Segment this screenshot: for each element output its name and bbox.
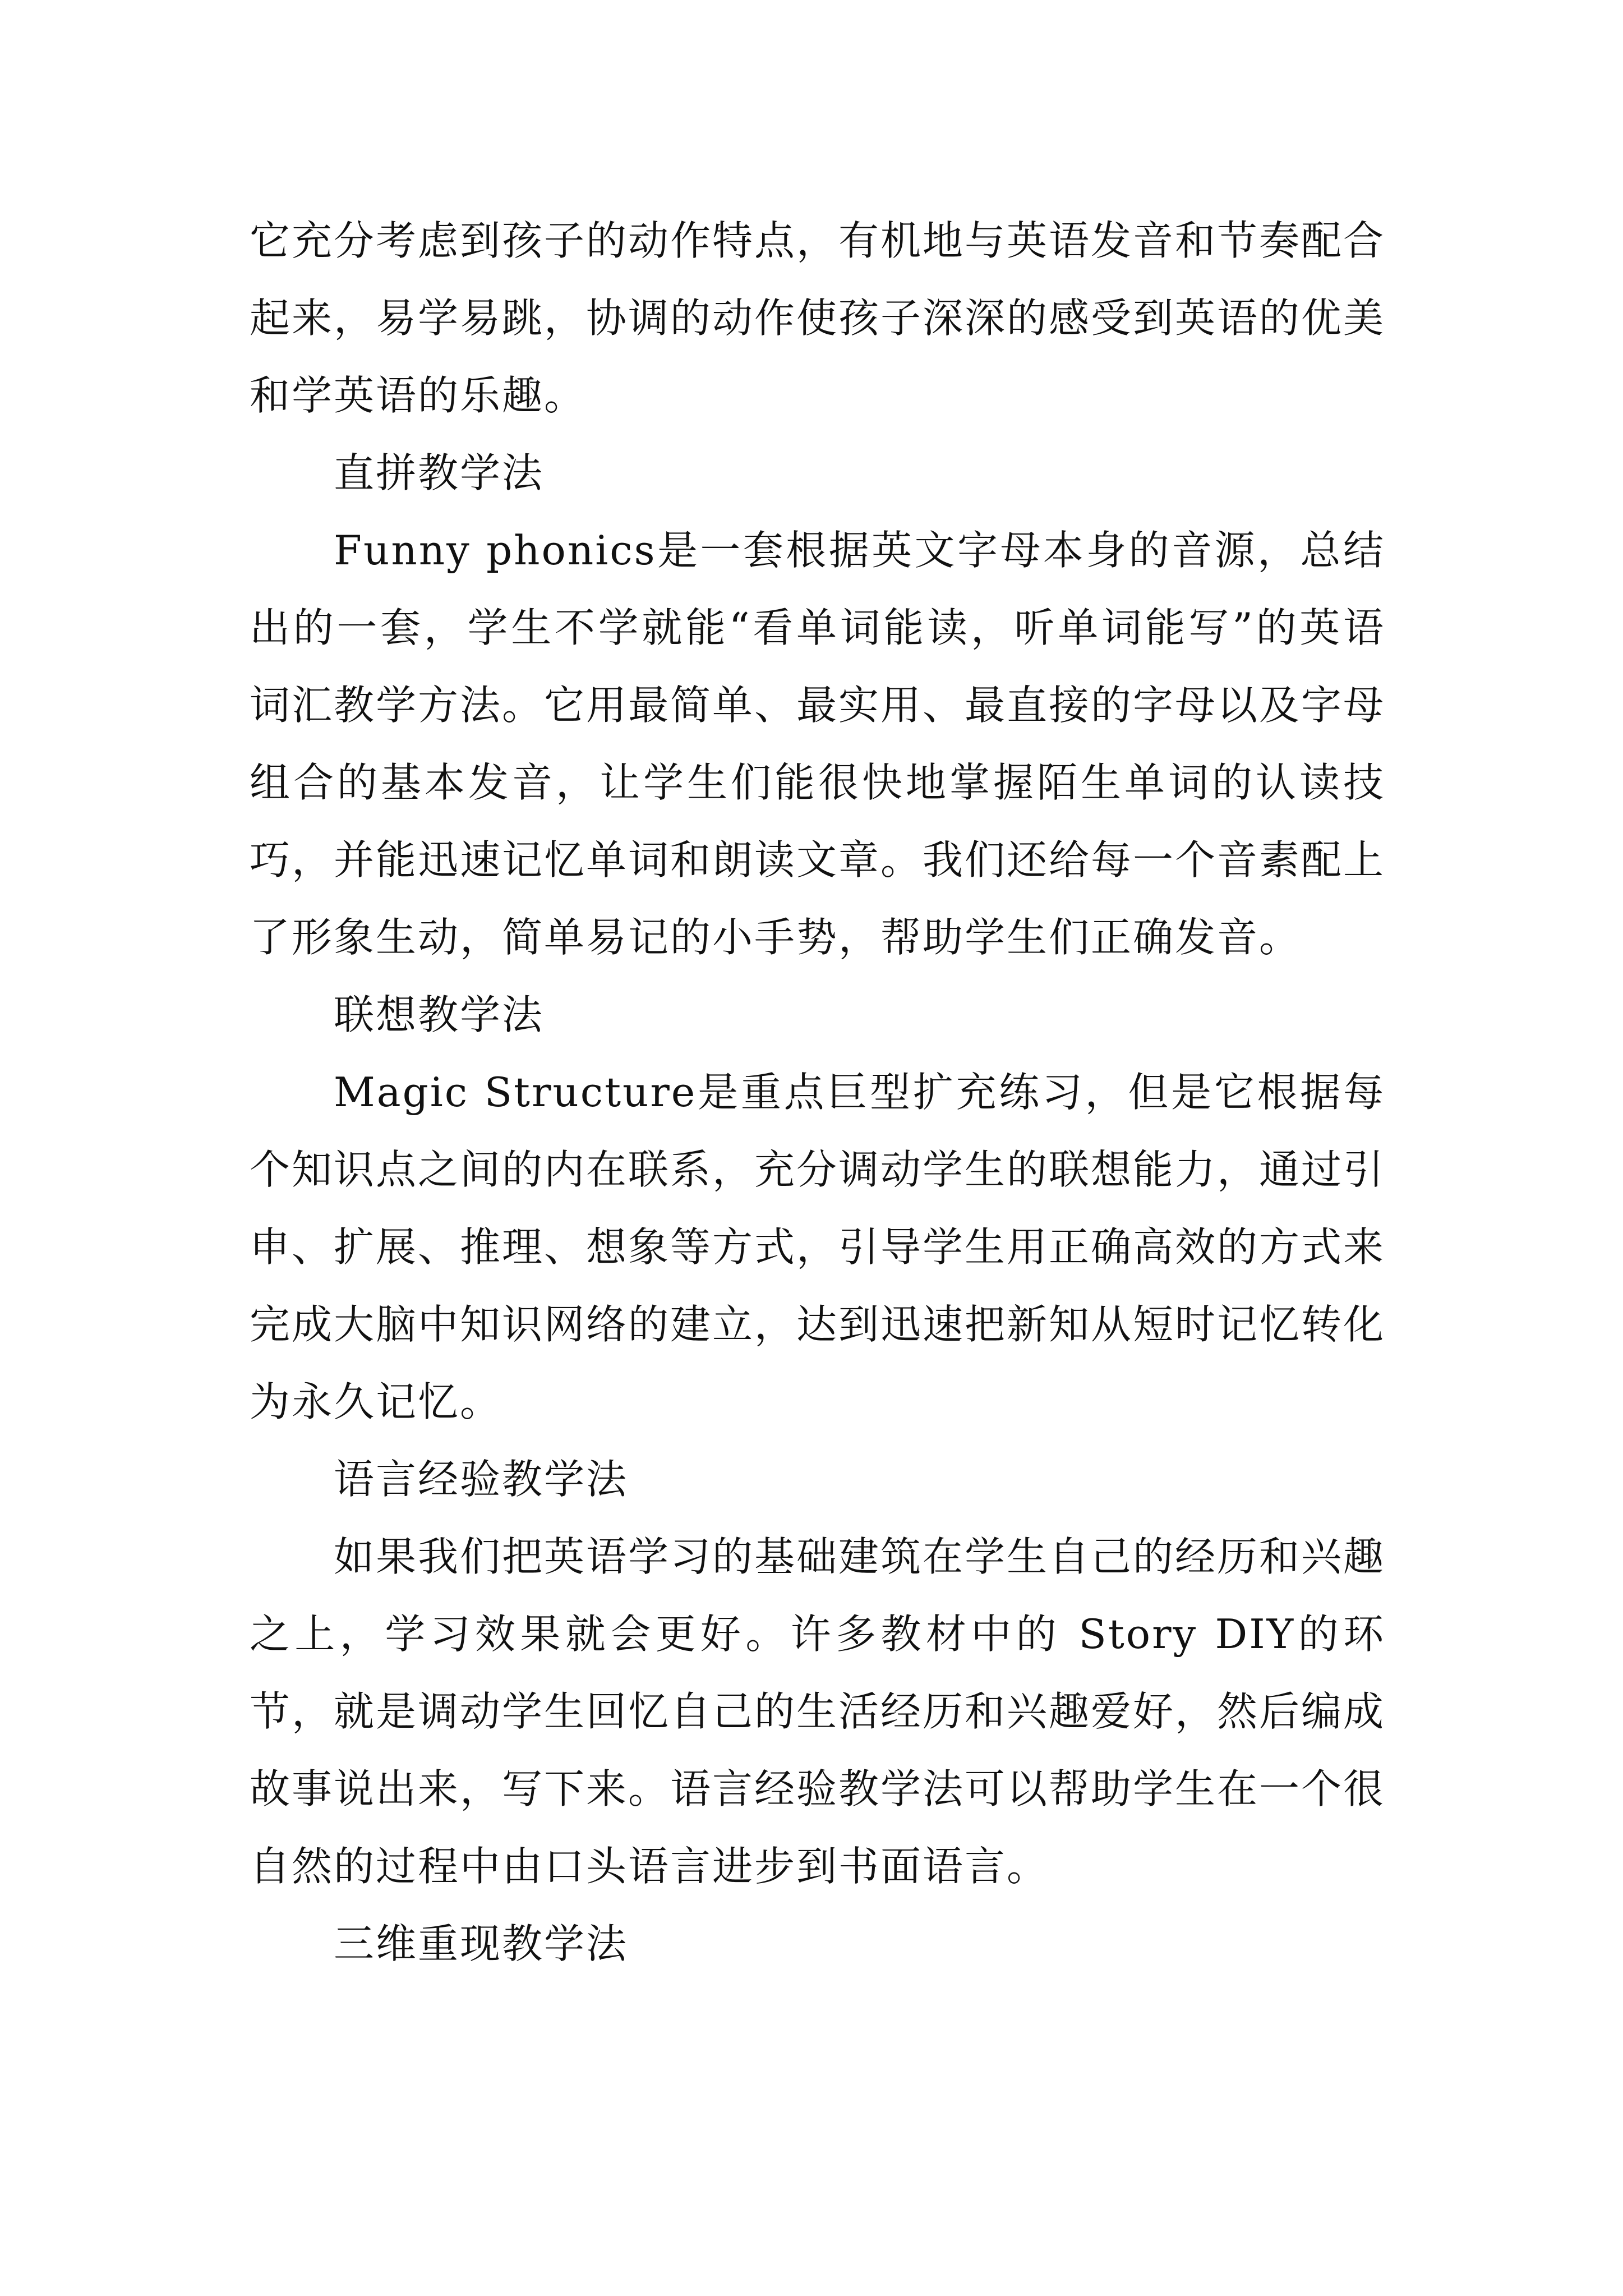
section-heading-language-experience: 语言经验教学法 — [334, 1456, 629, 1503]
paragraph-language-experience: 如果我们把英语学习的基础建筑在学生自己的经历和兴趣之上，学习效果就会更好。许多教材中的 Story DIY的环节，就是调动学生回忆自己的生活经历和兴趣爱好，然后编成故事说出来，写下来。语言经验教学法可以帮助学生在一个很自然的过程中由口头语言进步到书面语言。 — [250, 1533, 1386, 1890]
section-heading-association: 联想教学法 — [334, 991, 545, 1038]
paragraph-association: Magic Structure是重点巨型扩充练习，但是它根据每个知识点之间的内在联系，充分调动学生的联想能力，通过引申、扩展、推理、想象等方式，引导学生用正确高效的方式来完成大脑中知识网络的建立，达到迅速把新知从短时记忆转化为永久记忆。 — [250, 1069, 1386, 1425]
document-body — [250, 202, 1385, 1982]
section-heading-phonics: 直拼教学法 — [334, 449, 545, 496]
paragraph-intro: 它充分考虑到孩子的动作特点，有机地与英语发音和节奏配合起来，易学易跳，协调的动作使孩子深深的感受到英语的优美和学英语的乐趣。 — [250, 217, 1386, 419]
section-heading-3d-recurrence: 三维重现教学法 — [334, 1920, 629, 1967]
paragraph-phonics: Funny phonics是一套根据英文字母本身的音源，总结出的一套，学生不学就能“看单词能读，听单词能写”的英语词汇教学方法。它用最简单、最实用、最直接的字母以及字母组合的基本发音，让学生们能很快地掌握陌生单词的认读技巧，并能迅速记忆单词和朗读文章。我们还给每一个音素配上了形象生动，简单易记的小手势，帮助学生们正确发音。 — [250, 527, 1386, 961]
